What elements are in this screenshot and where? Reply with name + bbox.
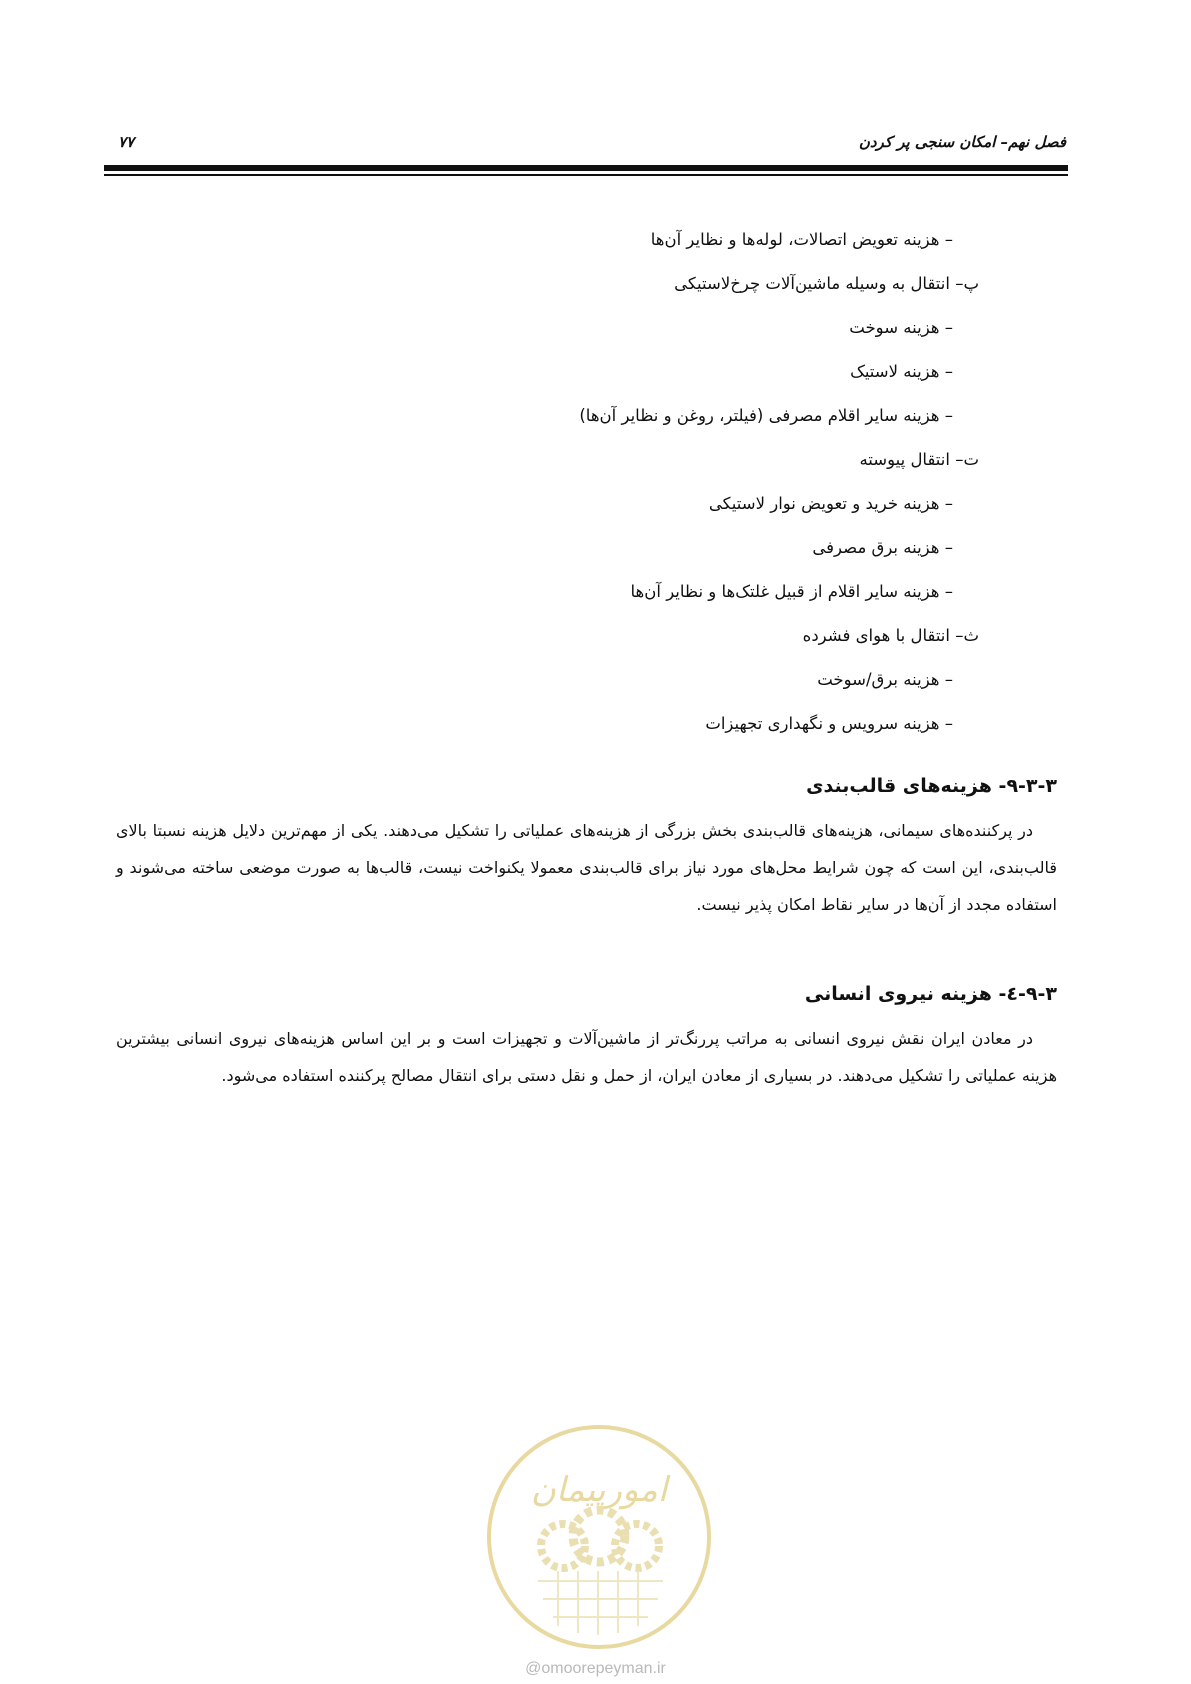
section-paragraph: در پرکننده‌های سیمانی، هزینه‌های قالب‌بندی بخش بزرگی از هزینه‌های عملیاتی را تشکیل می‌دهند. یکی از مهم‌ترین دلایل هزینه نسبتا بالای قالب‌بندی، این است که چون شرایط محل‌های مورد نیاز برای قالب‌بندی معمولا یکنواخت نیست، قالب‌ها به صورت موضعی ساخته می‌شوند و استفاده مجدد از آن‌ها در سایر نقاط امکان پذیر نیست. (116, 821, 1057, 914)
list-group-heading: ت– انتقال پیوسته (859, 450, 979, 469)
list-item: – هزینه لاستیک (850, 362, 953, 381)
list-item: – هزینه برق مصرفی (812, 538, 953, 557)
header-rule-thin (104, 174, 1068, 176)
list-group-heading: ث– انتقال با هوای فشرده (802, 626, 979, 645)
section-labor-costs (116, 978, 1057, 1094)
section-formwork-costs (116, 770, 1057, 923)
section-heading: ۹-۳-٤- هزینه نیروی انسانی (804, 983, 1057, 1005)
list-item: – هزینه سایر اقلام مصرفی (فیلتر، روغن و نظایر آن‌ها) (579, 406, 953, 425)
section-paragraph: در معادن ایران نقش نیروی انسانی به مراتب پررنگ‌تر از ماشین‌آلات و تجهیزات است و بر این اساس هزینه‌های نیروی انسانی بیشترین هزینه عملیاتی را تشکیل می‌دهند. در بسیاری از معادن ایران، از حمل و نقل دستی برای انتقال مصالح پرکننده استفاده می‌شود. (116, 1029, 1057, 1085)
list-item: – هزینه سایر اقلام از قبیل غلتک‌ها و نظایر آن‌ها (630, 582, 953, 601)
page-number: ۷۷ (118, 133, 135, 151)
list-item: – هزینه خرید و تعویض نوار لاستیکی (708, 494, 953, 513)
chapter-title: فصل نهم– امکان سنجی پر کردن (858, 133, 1066, 151)
watermark-seal-text: امورپیمان (530, 1470, 668, 1510)
watermark-url: @omoorepeyman.ir (525, 1660, 666, 1677)
cost-list (579, 218, 979, 746)
list-item: – هزینه تعویض اتصالات، لوله‌ها و نظایر آن‌ها (650, 230, 953, 249)
list-group-heading: پ– انتقال به وسیله ماشین‌آلات چرخ‌لاستیکی (674, 274, 979, 293)
watermark-seal-icon (483, 1421, 715, 1653)
section-heading: ۹-۳-۳- هزینه‌های قالب‌بندی (806, 775, 1057, 797)
header-rule-thick (104, 165, 1068, 171)
list-item: – هزینه سوخت (849, 318, 953, 337)
list-item: – هزینه برق/سوخت (817, 670, 953, 689)
list-item: – هزینه سرویس و نگهداری تجهیزات (705, 714, 953, 733)
